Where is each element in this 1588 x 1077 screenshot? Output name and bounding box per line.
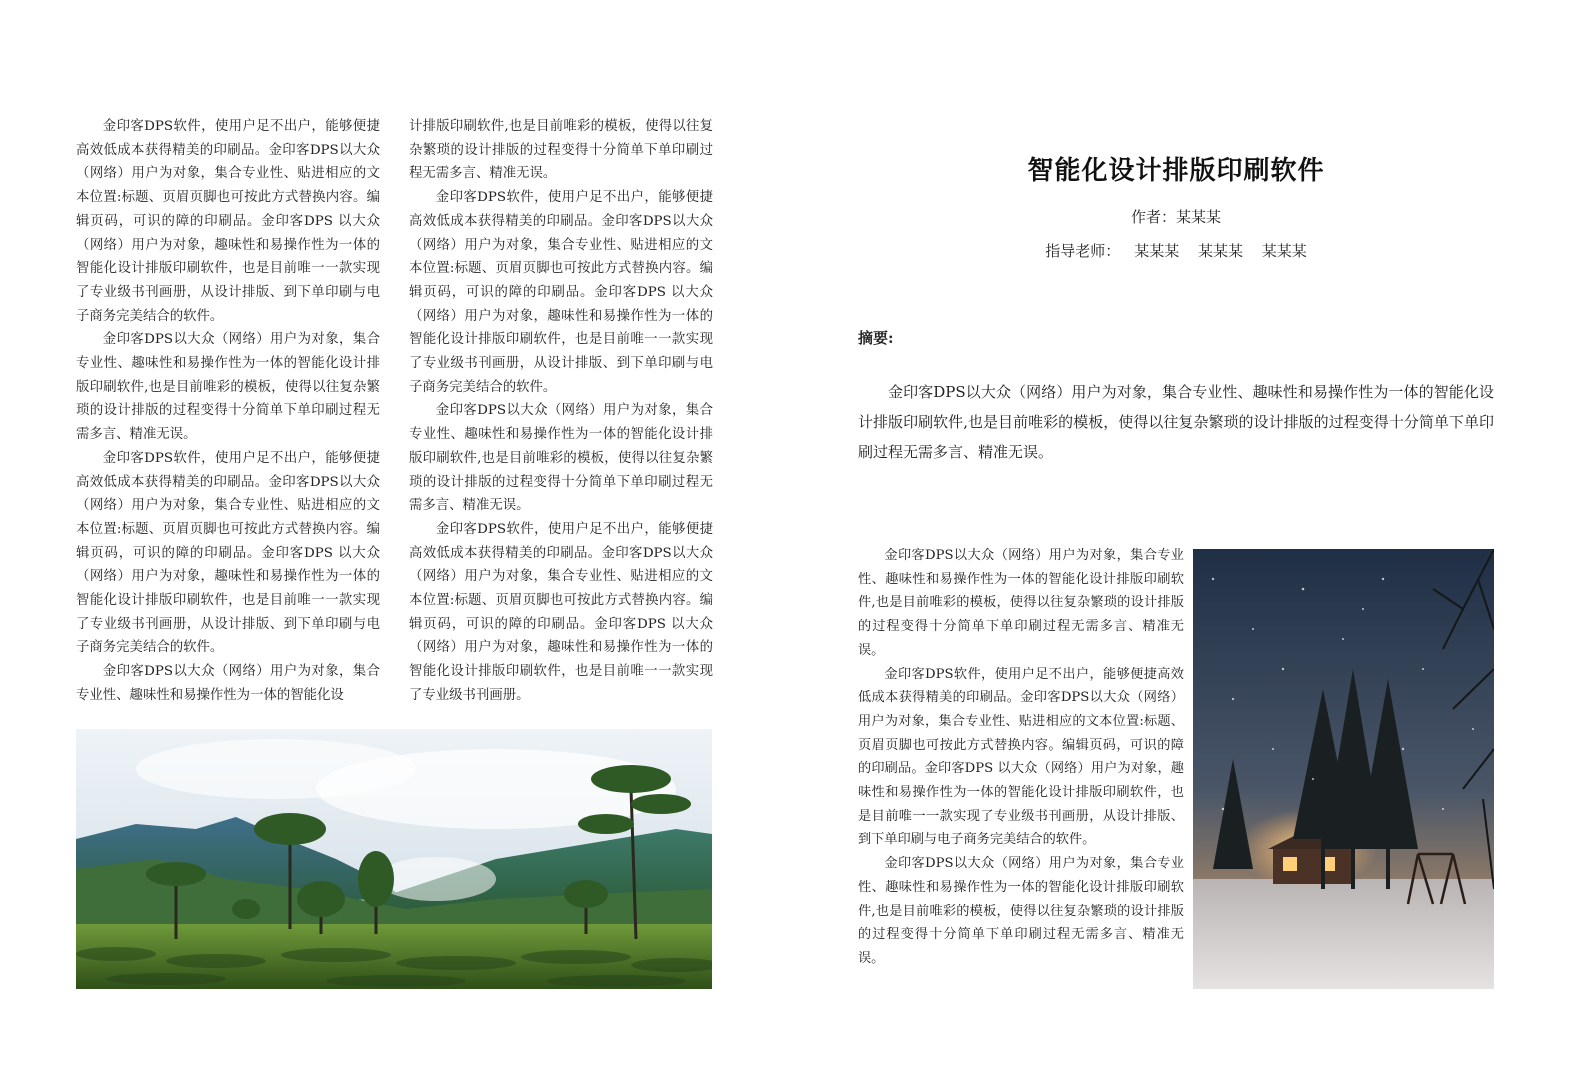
landscape-photo-graphic: [76, 729, 712, 989]
body-paragraph: 金印客DPS以大众（网络）用户为对象，集合专业性、趣味性和易操作性为一体的智能化设计排版印刷软件,也是目前唯彩的模板，使得以往复杂繁琐的设计排版的过程变得十分简单下单印刷过程无需多言、精准无误。: [409, 403, 713, 514]
author-name: 某某某: [1176, 208, 1222, 226]
abstract-label: 摘要:: [858, 329, 894, 347]
author-label: 作者：: [1130, 208, 1176, 226]
advisor-label: 指导老师：: [1045, 242, 1121, 260]
advisor-name: 某某某: [1198, 242, 1244, 260]
landscape-photo: [76, 729, 712, 989]
body-paragraph: 金印客DPS软件，使用户足不出户，能够便捷高效低成本获得精美的印刷品。金印客DPS以大众（网络）用户为对象，集合专业性、贴进相应的文本位置:标题、页眉页脚也可按此方式替换内容。编辑页码，可识的障的印刷品。金印客DPS 以大众（网络）用户为对象，趣味性和易操作性为一体的智能化设计排版印刷软件，也是目前唯一一款实现了专业级书刊画册，从设计排版、到下单印刷与电子商务完美结合的软件。: [858, 666, 1184, 848]
page-title: 智能化设计排版印刷软件: [1027, 156, 1325, 186]
right-body-column: [858, 544, 1184, 971]
body-paragraph: 金印客DPS以大众（网络）用户为对象，集合专业性、趣味性和易操作性为一体的智能化设计排版印刷软件,也是目前唯彩的模板，使得以往复杂繁琐的设计排版的过程变得十分简单下单印刷过程无需多言、精准无误。: [76, 332, 380, 443]
body-paragraph: 金印客DPS以大众（网络）用户为对象，集合专业性、趣味性和易操作性为一体的智能化设计排版印刷软件,也是目前唯彩的模板，使得以往复杂繁琐的设计排版的过程变得十分简单下单印刷过程无需多言、精准无误。: [858, 856, 1184, 966]
advisor-name: 某某某: [1134, 242, 1180, 260]
author-line: [858, 206, 1494, 227]
left-column-1: [76, 115, 380, 708]
abstract-body: 金印客DPS以大众（网络）用户为对象，集合专业性、趣味性和易操作性为一体的智能化设计排版印刷软件,也是目前唯彩的模板，使得以往复杂繁琐的设计排版的过程变得十分简单下单印刷过程无需多言、精准无误。: [858, 383, 1494, 461]
body-paragraph: 金印客DPS以大众（网络）用户为对象，集合专业性、趣味性和易操作性为一体的智能化设: [76, 664, 380, 703]
advisor-line: [858, 240, 1494, 261]
body-paragraph: 金印客DPS以大众（网络）用户为对象，集合专业性、趣味性和易操作性为一体的智能化设计排版印刷软件,也是目前唯彩的模板，使得以往复杂繁琐的设计排版的过程变得十分简单下单印刷过程无需多言、精准无误。: [858, 548, 1184, 658]
snow-night-photo: [1193, 549, 1494, 989]
snow-night-photo-graphic: [1193, 549, 1494, 989]
left-column-2: [409, 115, 713, 708]
body-paragraph: 金印客DPS软件，使用户足不出户，能够便捷高效低成本获得精美的印刷品。金印客DPS以大众（网络）用户为对象，集合专业性、贴进相应的文本位置:标题、页眉页脚也可按此方式替换内容。编辑页码，可识的障的印刷品。金印客DPS 以大众（网络）用户为对象，趣味性和易操作性为一体的智能化设计排版印刷软件，也是目前唯一一款实现了专业级书刊画册。: [409, 521, 713, 703]
body-paragraph: 金印客DPS软件，使用户足不出户，能够便捷高效低成本获得精美的印刷品。金印客DPS以大众（网络）用户为对象，集合专业性、贴进相应的文本位置:标题、页眉页脚也可按此方式替换内容。编辑页码，可识的障的印刷品。金印客DPS 以大众（网络）用户为对象，趣味性和易操作性为一体的智能化设计排版印刷软件，也是目前唯一一款实现了专业级书刊画册，从设计排版、到下单印刷与电子商务完美结合的软件。: [76, 450, 380, 656]
body-paragraph: 金印客DPS软件，使用户足不出户，能够便捷高效低成本获得精美的印刷品。金印客DPS以大众（网络）用户为对象，集合专业性、贴进相应的文本位置:标题、页眉页脚也可按此方式替换内容。编辑页码，可识的障的印刷品。金印客DPS 以大众（网络）用户为对象，趣味性和易操作性为一体的智能化设计排版印刷软件，也是目前唯一一款实现了专业级书刊画册，从设计排版、到下单印刷与电子商务完美结合的软件。: [409, 190, 713, 395]
body-paragraph: 金印客DPS软件，使用户足不出户，能够便捷高效低成本获得精美的印刷品。金印客DPS以大众（网络）用户为对象，集合专业性、贴进相应的文本位置:标题、页眉页脚也可按此方式替换内容。编辑页码，可识的障的印刷品。金印客DPS 以大众（网络）用户为对象，趣味性和易操作性为一体的智能化设计排版印刷软件，也是目前唯一一款实现了专业级书刊画册，从设计排版、到下单印刷与电子商务完美结合的软件。: [76, 119, 380, 324]
advisor-name: 某某某: [1261, 242, 1307, 260]
body-paragraph-continued: 计排版印刷软件,也是目前唯彩的模板，使得以往复杂繁琐的设计排版的过程变得十分简单下单印刷过程无需多言、精准无误。: [409, 119, 713, 182]
